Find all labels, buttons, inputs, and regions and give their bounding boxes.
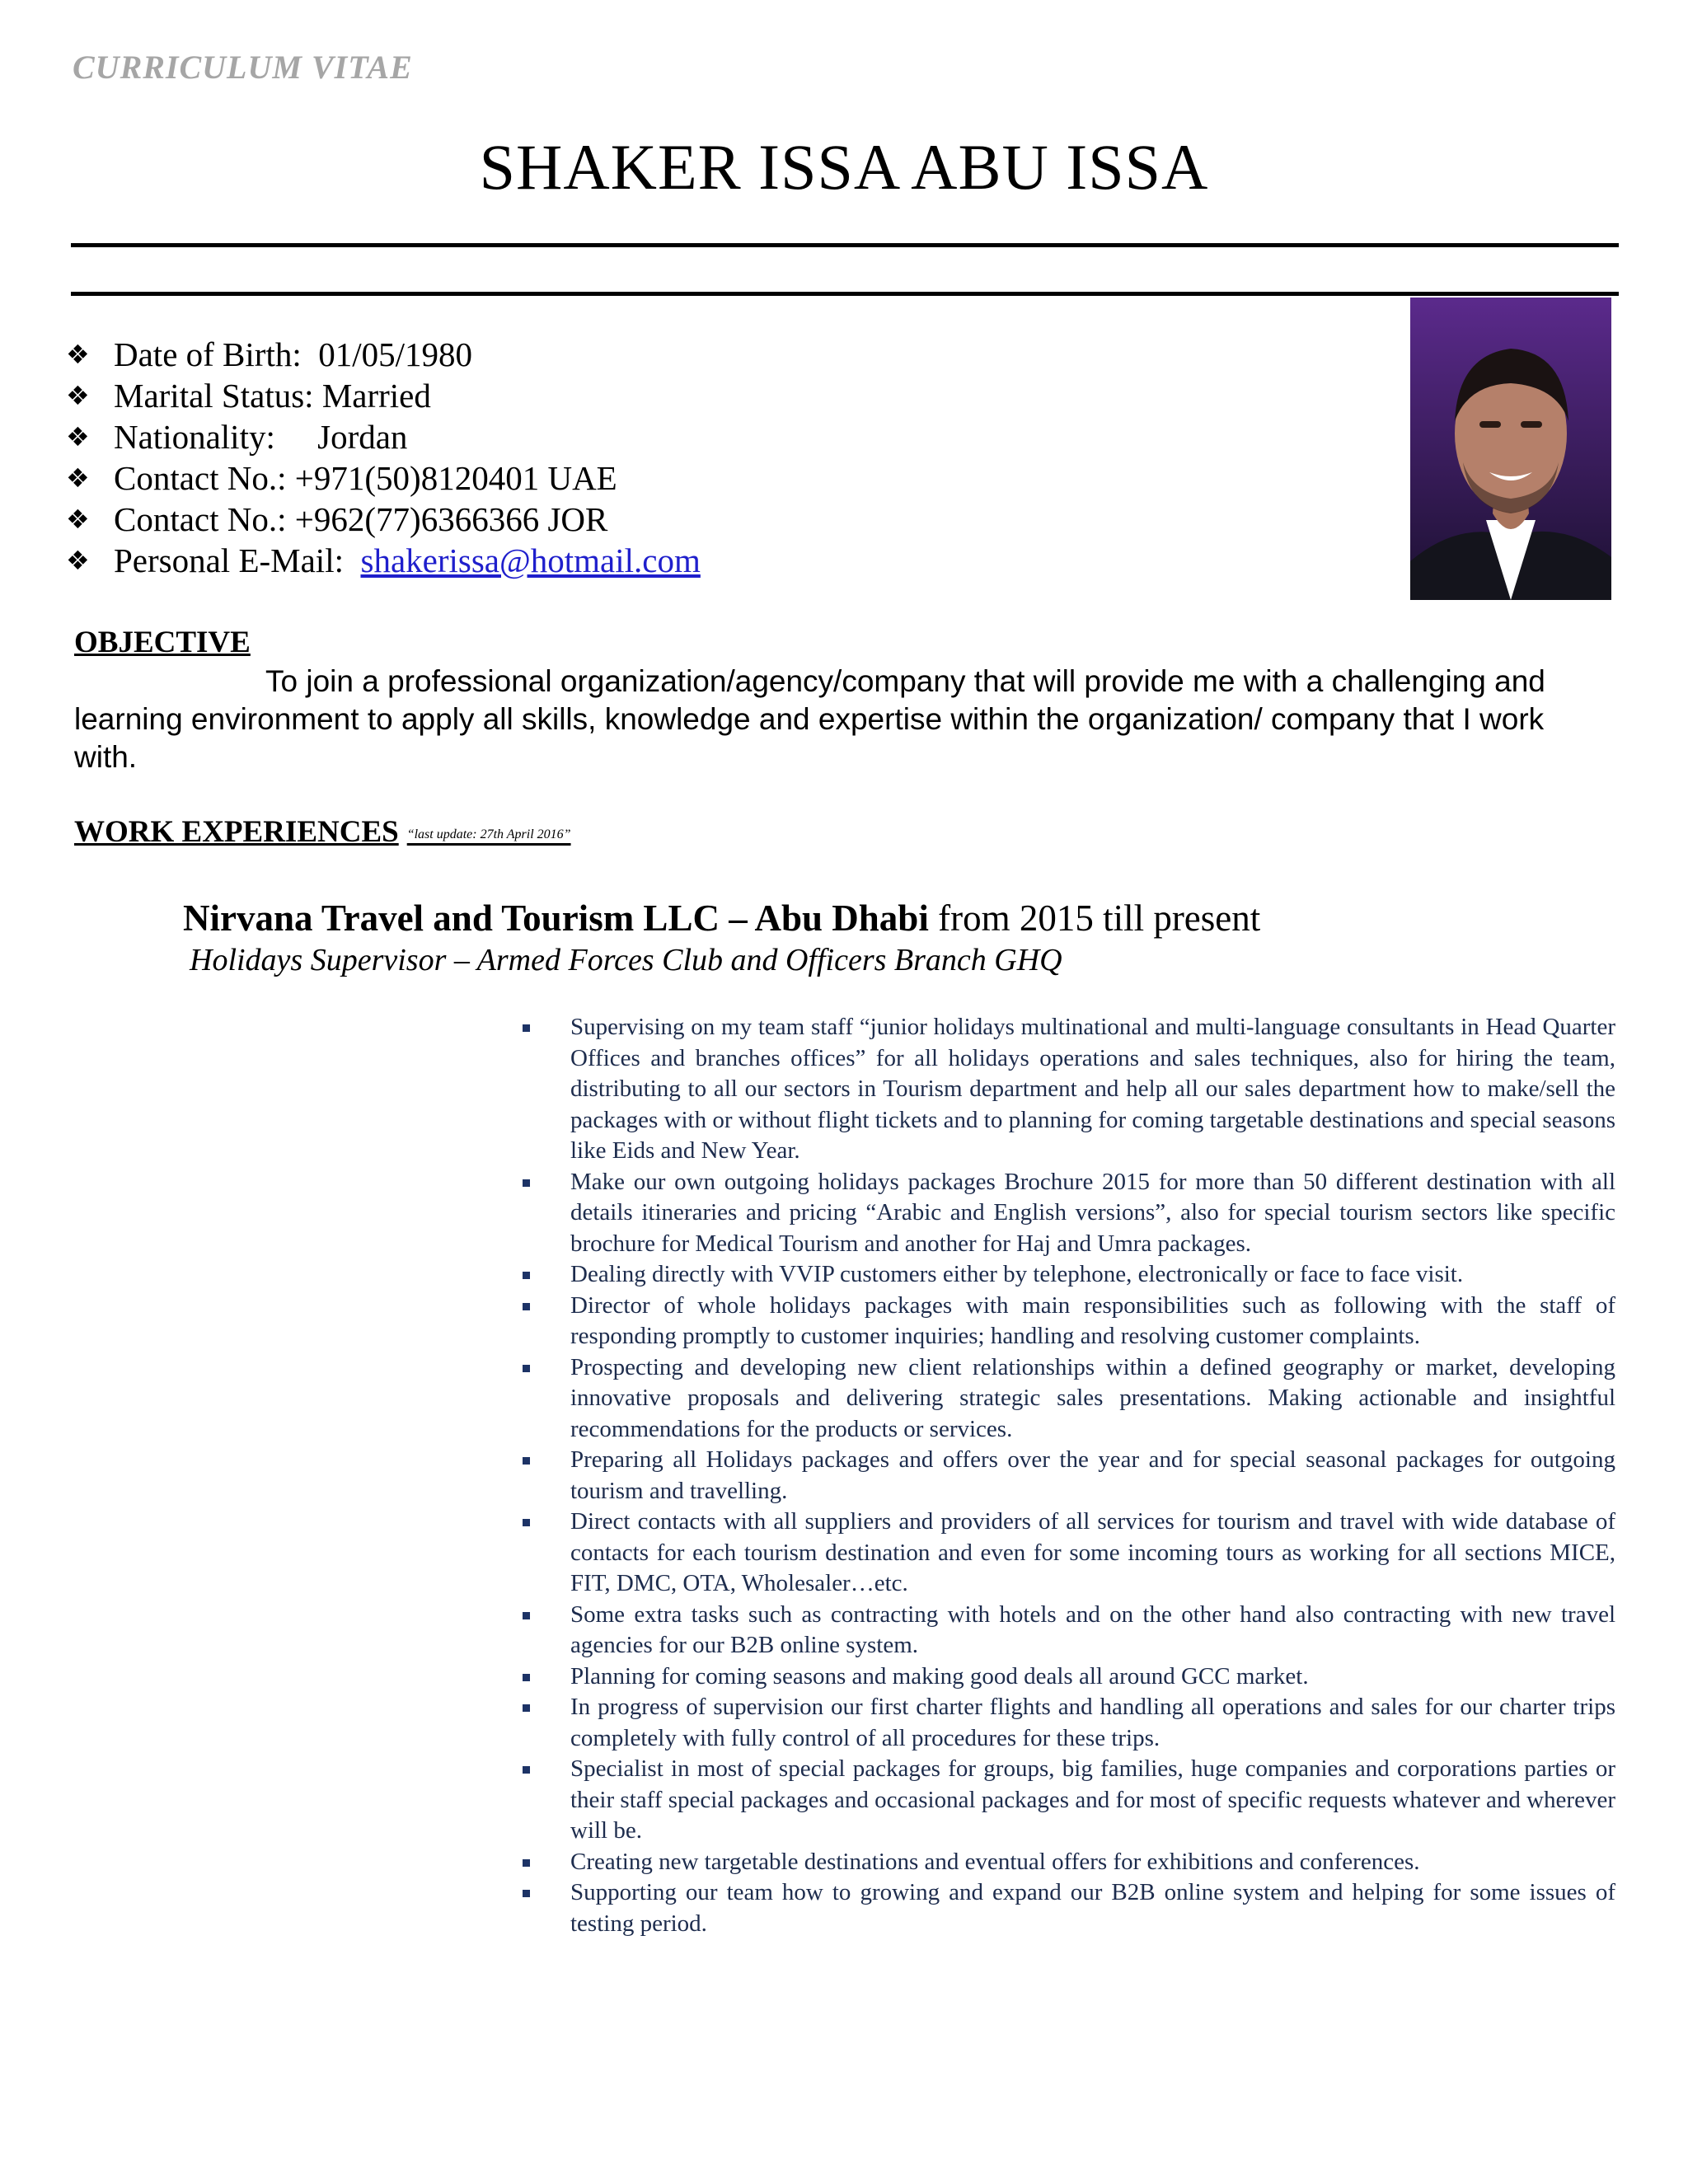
duty-text: Direct contacts with all suppliers and providers of all services for tourism and travel with wide database of contacts for each tourism destination and even for some incoming tours as working for all sections MICE, FIT, DMC, OTA, Wholesaler…etc. [570, 1508, 1615, 1596]
duty-text: Dealing directly with VVIP customers either by telephone, electronically or face to face visit. [570, 1261, 1464, 1287]
candidate-name: SHAKER ISSA ABU ISSA [479, 131, 1209, 203]
duty-text: Some extra tasks such as contracting with hotels and on the other hand also contracting with new travel agencies for our B2B online system. [570, 1601, 1615, 1658]
personal-value: 01/05/1980 [318, 335, 473, 373]
personal-value: +962(77)6366366 JOR [294, 500, 608, 538]
personal-label: Contact No.: [114, 459, 295, 497]
square-bullet-icon [523, 1704, 530, 1712]
duty-text: Creating new targetable destinations and eventual offers for exhibitions and conferences. [570, 1848, 1420, 1875]
personal-label: Date of Birth: [114, 335, 319, 373]
personal-label: Personal E-Mail: [114, 541, 361, 579]
work-heading-label: WORK EXPERIENCES [74, 815, 399, 849]
work-experience-heading [74, 814, 571, 850]
personal-value: Jordan [317, 418, 408, 456]
personal-item-nationality [66, 416, 701, 457]
diamond-bullet-icon: ❖ [66, 421, 90, 452]
personal-value: Married [321, 377, 431, 415]
job-position: Holidays Supervisor – Armed Forces Club and Officers Branch GHQ [190, 943, 1062, 977]
square-bullet-icon [523, 1272, 530, 1279]
square-bullet-icon [523, 1859, 530, 1867]
personal-item-contact-uae [66, 457, 701, 499]
job-period: from 2015 till present [928, 898, 1261, 939]
cv-label: CURRICULUM VITAE [73, 49, 413, 86]
square-bullet-icon [523, 1766, 530, 1774]
square-bullet-icon [523, 1303, 530, 1310]
square-bullet-icon [523, 1024, 530, 1032]
profile-photo [1410, 298, 1611, 600]
duty-item [518, 1600, 1615, 1661]
duty-item [518, 1877, 1615, 1939]
diamond-bullet-icon: ❖ [66, 380, 90, 411]
square-bullet-icon [523, 1674, 530, 1681]
square-bullet-icon [523, 1457, 530, 1465]
duty-text: Supervising on my team staff “junior holidays multinational and multi-language consultants in Head Quarter Offices and branches offices” for all holidays operations and sales techniques, also for hiring the team, distributing to all our sectors in Tourism department and help all our sales department how to make/sell the packages with or without flight tickets and to planning for coming targetable destinations and special seasons like Eids and New Year. [570, 1014, 1615, 1164]
duty-item [518, 1507, 1615, 1600]
personal-details [66, 334, 701, 581]
personal-item-email [66, 540, 701, 581]
duty-item [518, 1847, 1615, 1878]
duty-item [518, 1259, 1615, 1291]
diamond-bullet-icon: ❖ [66, 504, 90, 535]
duty-text: Make our own outgoing holidays packages Brochure 2015 for more than 50 different destination with all details itineraries and pricing “Arabic and English versions”, also for special tourism sectors like specific brochure for Medical Tourism and another for Haj and Umra packages. [570, 1168, 1615, 1257]
duty-text: Planning for coming seasons and making good deals all around GCC market. [570, 1662, 1309, 1690]
duty-text: Specialist in most of special packages for groups, big families, huge companies and corporations parties or their staff special packages and occasional packages and for most of specific requests whatever and wherever will be. [570, 1755, 1615, 1844]
personal-label: Contact No.: [114, 500, 295, 538]
diamond-bullet-icon: ❖ [66, 462, 90, 494]
personal-item-birth [66, 334, 701, 375]
duty-item [518, 1445, 1615, 1507]
duty-item [518, 1167, 1615, 1260]
duty-item [518, 1661, 1615, 1693]
personal-label: Marital Status: [114, 377, 322, 415]
personal-item-contact-jor [66, 499, 701, 540]
duty-item [518, 1012, 1615, 1167]
square-bullet-icon [523, 1365, 530, 1372]
square-bullet-icon [523, 1519, 530, 1526]
duty-item [518, 1692, 1615, 1754]
square-bullet-icon [523, 1179, 530, 1187]
objective-heading: OBJECTIVE [74, 626, 251, 659]
personal-item-marital [66, 375, 701, 416]
divider-bottom [71, 292, 1619, 296]
duty-item [518, 1754, 1615, 1847]
duties-list [518, 1012, 1615, 1939]
personal-value: +971(50)8120401 UAE [294, 459, 617, 497]
personal-label: Nationality: [114, 418, 318, 456]
duty-text: Preparing all Holidays packages and offers over the year and for special seasonal packages for outgoing tourism and travelling. [570, 1446, 1615, 1504]
diamond-bullet-icon: ❖ [66, 545, 90, 576]
duty-text: Supporting our team how to growing and expand our B2B online system and helping for some issues of testing period. [570, 1879, 1615, 1937]
diamond-bullet-icon: ❖ [66, 339, 90, 370]
job-title [183, 897, 1260, 940]
company-name: Nirvana Travel and Tourism LLC – Abu Dhabi [183, 898, 929, 939]
objective-text: To join a professional organization/agency/company that will provide me with a challenging and learning environment to apply all skills, knowledge and expertise within the organization/ company that I work with. [74, 664, 1545, 774]
duty-text: Prospecting and developing new client relationships within a defined geography or market, developing innovative proposals and delivering strategic sales presentations. Making actionable and insightful recommendations for the products or services. [570, 1353, 1615, 1442]
duty-item [518, 1352, 1615, 1446]
last-update-note: “last update: 27th April 2016” [406, 827, 571, 841]
divider-top [71, 243, 1619, 247]
duty-item [518, 1291, 1615, 1352]
square-bullet-icon [523, 1890, 530, 1897]
email-link[interactable]: shakerissa@hotmail.com [360, 541, 701, 579]
square-bullet-icon [523, 1612, 530, 1619]
duty-text: Director of whole holidays packages with main responsibilities such as following with the staff of responding promptly to customer inquiries; handling and resolving customer complaints. [570, 1291, 1615, 1349]
duty-text: In progress of supervision our first charter flights and handling all operations and sales for our charter trips completely with fully control of all procedures for these trips. [570, 1694, 1615, 1751]
